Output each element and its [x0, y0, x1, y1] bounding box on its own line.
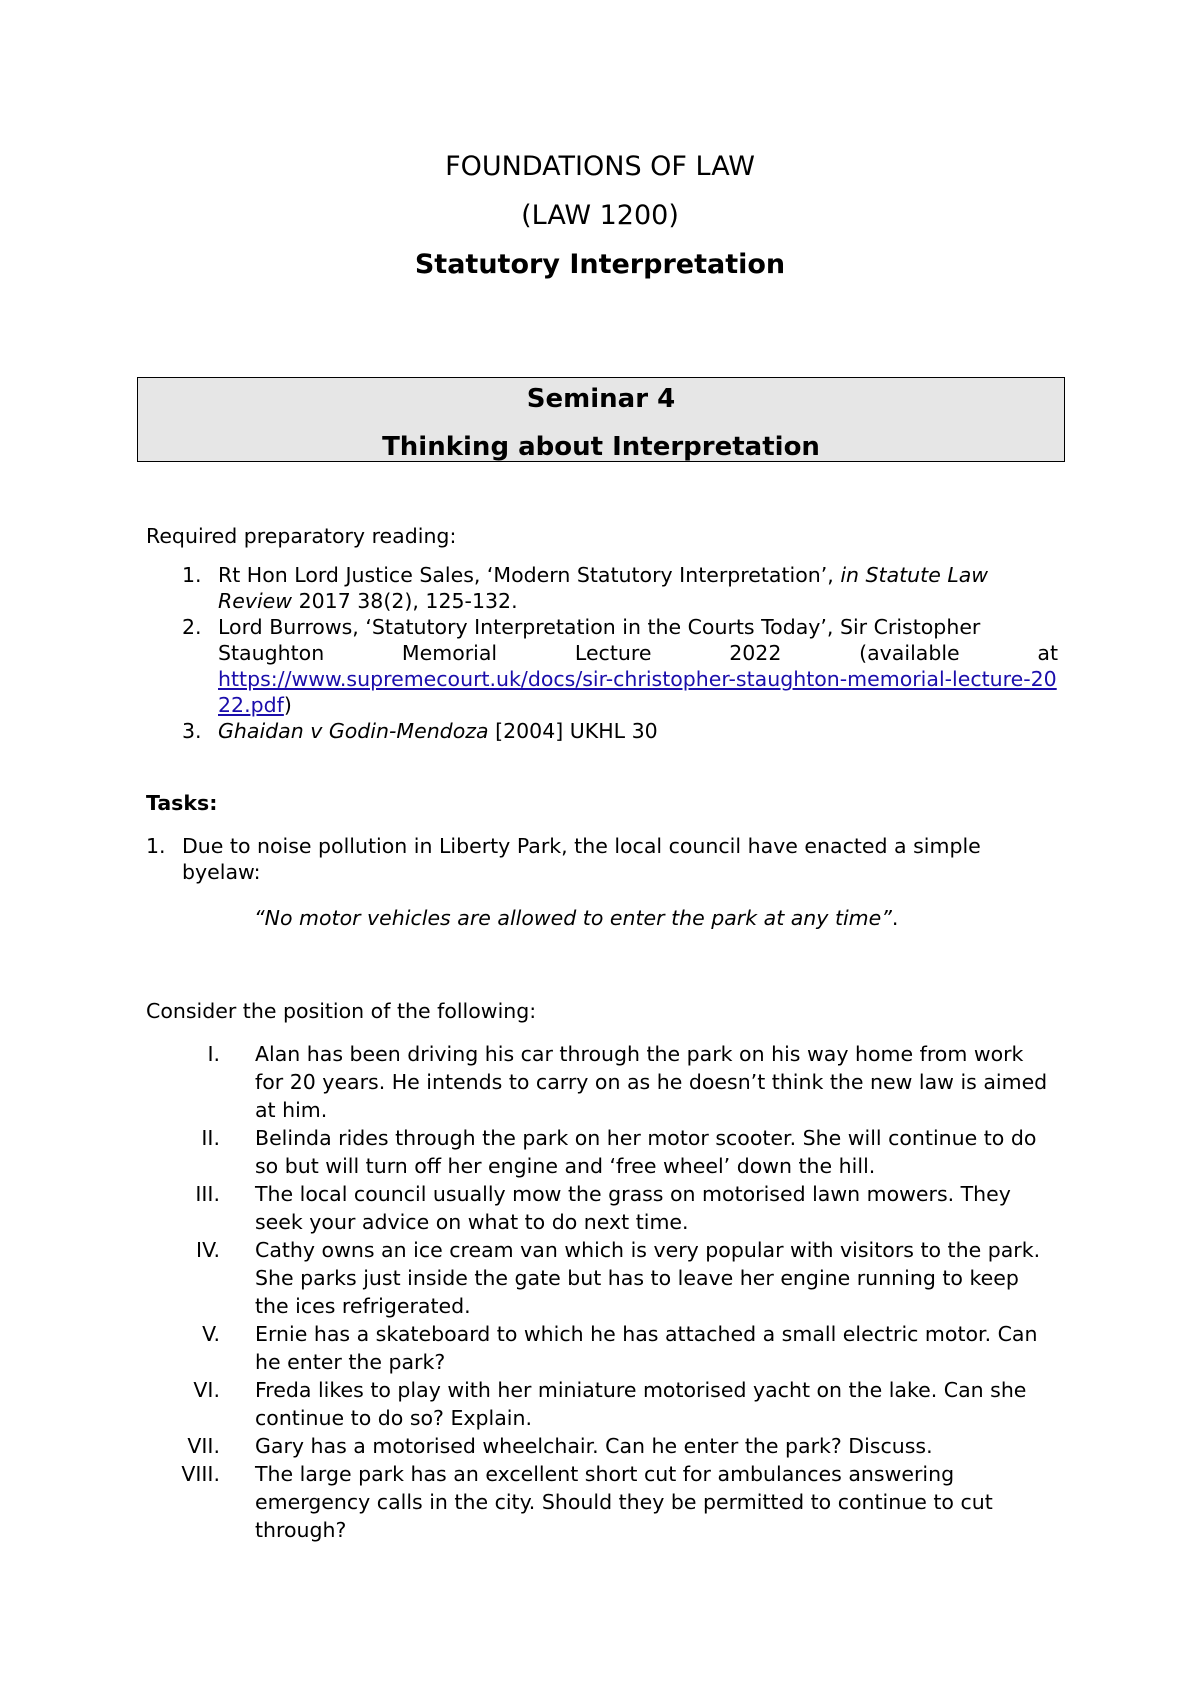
- scenario-number: VIII.: [181, 1462, 220, 1486]
- reading-item-line: Lord Burrows, ‘Statutory Interpretation in the Courts Today’, Sir Cristopher: [218, 615, 981, 639]
- lecture-link[interactable]: https://www.supremecourt.uk/docs/sir-christopher-staughton-memorial-lecture-2022.pdf: [218, 667, 1057, 717]
- reading-item: [146, 614, 1058, 718]
- task-item: [146, 833, 1058, 885]
- scenario-text: Freda likes to play with her miniature motorised yacht on the lake. Can she continue to do so? Explain.: [255, 1378, 1027, 1430]
- course-code: (LAW 1200): [521, 200, 679, 231]
- scenario-number: V.: [202, 1322, 220, 1346]
- reading-item-text-after: ): [283, 693, 292, 717]
- seminar-number: Seminar 4: [526, 384, 676, 414]
- seminar-box: [137, 377, 1065, 462]
- title-block: [0, 142, 1200, 289]
- scenario-list: [146, 1040, 1058, 1544]
- reading-item-italic: Ghaidan v Godin-Mendoza: [218, 719, 489, 743]
- scenario-item: [146, 1432, 1058, 1460]
- course-title: FOUNDATIONS OF LAW: [445, 151, 755, 182]
- reading-item-number: 1.: [182, 563, 202, 587]
- scenario-text: Alan has been driving his car through the park on his way home from work for 20 years. He intends to carry on as he doesn’t think the new law is aimed at him.: [255, 1042, 1048, 1122]
- scenario-item: [146, 1040, 1058, 1124]
- consider-text: Consider the position of the following:: [146, 999, 537, 1023]
- scenario-text: Gary has a motorised wheelchair. Can he enter the park? Discuss.: [255, 1434, 933, 1458]
- topic-title: Statutory Interpretation: [414, 249, 786, 280]
- scenario-number: I.: [207, 1042, 220, 1066]
- reading-item-text: Rt Hon Lord Justice Sales, ‘Modern Statutory Interpretation’,: [218, 563, 841, 587]
- scenario-item: [146, 1180, 1058, 1236]
- reading-item-text-after: 2017 38(2), 125-132.: [292, 589, 518, 613]
- reading-label: Required preparatory reading:: [146, 524, 457, 548]
- scenario-text: The large park has an excellent short cut for ambulances answering emergency calls in the city. Should they be permitted to continue to cut through?: [255, 1462, 993, 1542]
- scenario-number: III.: [195, 1182, 220, 1206]
- scenario-number: IV.: [196, 1238, 220, 1262]
- reading-item-number: 2.: [182, 615, 202, 639]
- scenario-item: [146, 1236, 1058, 1320]
- reading-item: [146, 562, 1058, 614]
- reading-item-text-after: [2004] UKHL 30: [488, 719, 658, 743]
- byelaw-quote-text: “No motor vehicles are allowed to enter the park at any time”: [254, 906, 892, 930]
- scenario-text: Cathy owns an ice cream van which is very popular with visitors to the park. She parks just inside the gate but has to leave her engine running to keep the ices refrigerated.: [255, 1238, 1041, 1318]
- scenario-text: Ernie has a skateboard to which he has attached a small electric motor. Can he enter the park?: [255, 1322, 1038, 1374]
- tasks-heading: Tasks:: [146, 791, 218, 815]
- task-number: 1.: [146, 834, 166, 858]
- scenario-text: Belinda rides through the park on her motor scooter. She will continue to do so but will turn off her engine and ‘free wheel’ down the hill.: [255, 1126, 1037, 1178]
- scenario-number: VII.: [187, 1434, 220, 1458]
- task-text: Due to noise pollution in Liberty Park, the local council have enacted a simple byelaw:: [182, 834, 981, 884]
- seminar-title: Thinking about Interpretation: [382, 432, 820, 462]
- scenario-item: [146, 1320, 1058, 1376]
- scenario-text: The local council usually mow the grass on motorised lawn mowers. They seek your advice on what to do next time.: [255, 1182, 1011, 1234]
- reading-item-line: Staughton Memorial Lecture 2022 (available at: [218, 641, 1058, 665]
- byelaw-quote-end: .: [891, 906, 899, 930]
- byelaw-quote: [254, 906, 898, 930]
- scenario-number: II.: [201, 1126, 220, 1150]
- scenario-item: [146, 1124, 1058, 1180]
- reading-list: [146, 562, 1058, 744]
- scenario-number: VI.: [193, 1378, 220, 1402]
- reading-item: [146, 718, 1058, 744]
- scenario-item: [146, 1376, 1058, 1432]
- scenario-item: [146, 1460, 1058, 1544]
- reading-item-number: 3.: [182, 719, 202, 743]
- reading-item-italic: in Statute Law Review: [218, 563, 989, 613]
